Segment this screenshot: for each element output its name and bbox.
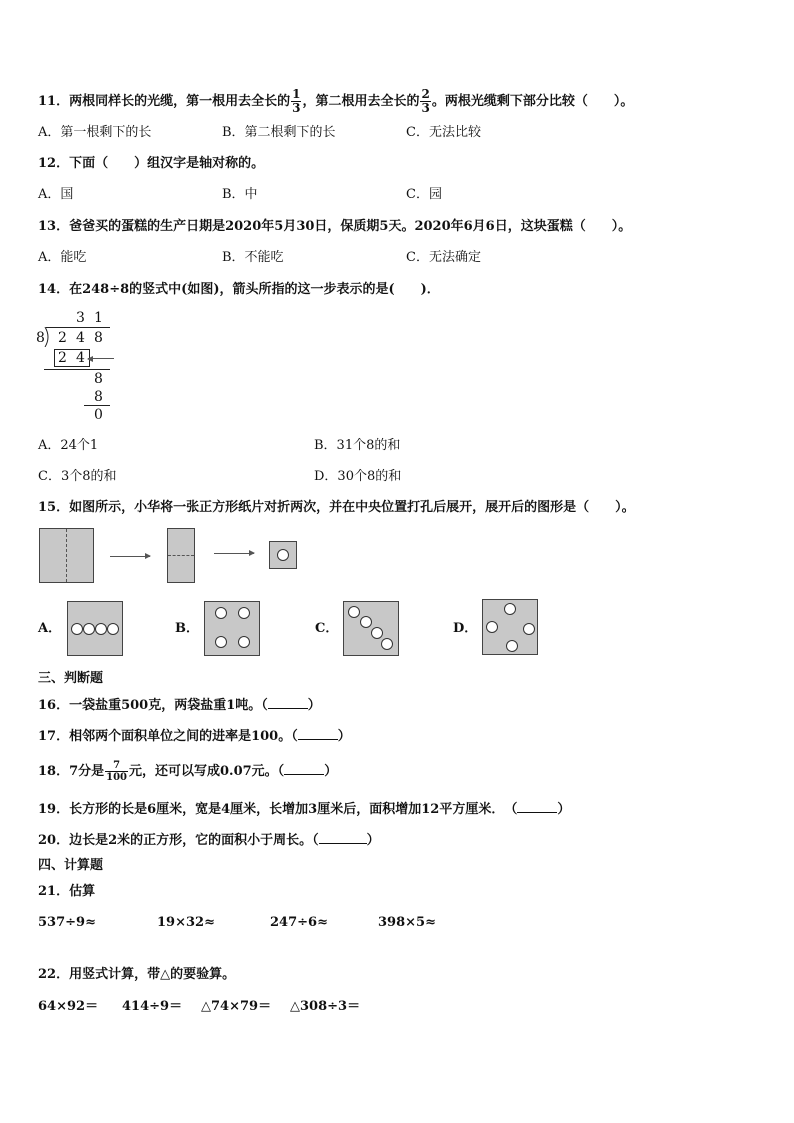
hole — [238, 636, 250, 648]
hole — [107, 623, 119, 635]
fold-line — [66, 529, 67, 582]
hole — [523, 623, 535, 635]
q15-option-c-label[interactable]: C． — [315, 621, 339, 636]
quotient-digit-2: 1 — [94, 310, 103, 326]
q15-option-a-figure[interactable] — [67, 601, 123, 656]
q14-option-c[interactable]: C．3个8的和 — [38, 469, 117, 484]
q11-post: 。两根光缆剩下部分比较（ ）。 — [431, 94, 634, 109]
q11-fraction-1: $\frac{1}{3}$ — [292, 87, 301, 115]
paper-folded-once — [167, 528, 195, 583]
hole — [215, 636, 227, 648]
section-heading-calculation: 四、计算题 — [38, 858, 104, 873]
hole — [506, 640, 518, 652]
q22-item-3: △74×79＝ — [201, 999, 272, 1014]
q14-stem: 14．在248÷8的竖式中(如图)，箭头所指的这一步表示的是( )． — [38, 282, 440, 297]
right-arrow-icon — [214, 553, 254, 554]
q18-fraction: $\frac{7}{100}$ — [106, 760, 128, 783]
q13-stem: 13．爸爸买的蛋糕的生产日期是2020年5月30日，保质期5天。2020年6月6日，这块蛋糕（ ）。 — [38, 219, 632, 234]
q15-option-c-figure[interactable] — [343, 601, 399, 656]
q21-stem: 21．估算 — [38, 884, 96, 899]
dividend-digit-1: 2 — [58, 330, 67, 346]
step1-digit-2: 4 — [76, 350, 85, 366]
subtract-line-2 — [84, 405, 110, 406]
dividend-digit-3: 8 — [94, 330, 103, 346]
q15-option-a-label[interactable]: A． — [38, 621, 62, 636]
q11-fraction-2: $\frac{2}{3}$ — [421, 87, 430, 115]
q21-item-2: 19×32≈ — [157, 915, 215, 930]
q16-stem: 16．一袋盐重500克，两袋盐重1吨。（ ） — [38, 698, 321, 713]
q11-pre: 11．两根同样长的光缆，第一根用去全长的 — [38, 94, 291, 109]
hole — [215, 607, 227, 619]
q15-option-d-figure[interactable] — [482, 599, 538, 655]
hole — [238, 607, 250, 619]
q15-option-d-label[interactable]: D． — [453, 621, 478, 636]
answer-blank[interactable] — [517, 800, 557, 813]
remainder-digit: 0 — [94, 407, 103, 423]
q12-option-b[interactable]: B．中 — [222, 187, 258, 202]
q11-mid: ，第二根用去全长的 — [302, 94, 420, 109]
q14-option-a[interactable]: A．24个1 — [38, 438, 99, 453]
fold-line — [168, 555, 194, 556]
q21-item-1: 537÷9≈ — [38, 915, 96, 930]
q21-item-3: 247÷6≈ — [270, 915, 328, 930]
punched-hole — [277, 549, 289, 561]
section-heading-true-false: 三、判断题 — [38, 671, 104, 686]
paper-folded-twice — [269, 541, 297, 569]
answer-blank[interactable] — [298, 727, 338, 740]
quotient-digit-1: 3 — [76, 310, 85, 326]
q12-option-a[interactable]: A．国 — [38, 187, 74, 202]
q15-option-b-label[interactable]: B． — [175, 621, 199, 636]
answer-blank[interactable] — [268, 696, 308, 709]
step2-digit: 8 — [94, 371, 103, 387]
long-division-figure — [30, 305, 130, 425]
hole — [371, 627, 383, 639]
hole — [95, 623, 107, 635]
q11-option-c[interactable]: C．无法比较 — [406, 125, 481, 140]
q13-option-a[interactable]: A．能吃 — [38, 250, 87, 265]
q15-stem: 15．如图所示，小华将一张正方形纸片对折两次，并在中央位置打孔后展开，展开后的图形是（ ）。 — [38, 500, 635, 515]
answer-blank[interactable] — [319, 831, 367, 844]
hole — [486, 621, 498, 633]
q22-item-1: 64×92＝ — [38, 999, 99, 1014]
q20-stem: 20．边长是2米的正方形，它的面积小于周长。（ ） — [38, 833, 380, 848]
q22-stem: 22．用竖式计算，带△的要验算。 — [38, 967, 236, 982]
q11-stem — [38, 88, 633, 115]
q15-option-b-figure[interactable] — [204, 601, 260, 656]
dividend-digit-2: 4 — [76, 330, 85, 346]
q11-option-a[interactable]: A．第一根剩下的长 — [38, 125, 152, 140]
hole — [360, 616, 372, 628]
q13-option-c[interactable]: C．无法确定 — [406, 250, 481, 265]
q18-stem: 18．7分是 $\frac{7}{100}$ 元，还可以写成0.07元。（ ） — [38, 760, 338, 783]
paper-square — [39, 528, 94, 583]
hole — [504, 603, 516, 615]
q13-option-b[interactable]: B．不能吃 — [222, 250, 284, 265]
hole — [381, 638, 393, 650]
answer-blank[interactable] — [284, 762, 324, 775]
q22-item-4: △308÷3＝ — [290, 999, 361, 1014]
q17-stem: 17．相邻两个面积单位之间的进率是100。（ ） — [38, 729, 351, 744]
left-arrow-icon — [88, 358, 114, 359]
q22-item-2: 414÷9＝ — [122, 999, 183, 1014]
q21-item-4: 398×5≈ — [378, 915, 436, 930]
q14-option-d[interactable]: D．30个8的和 — [314, 469, 402, 484]
q12-option-c[interactable]: C．园 — [406, 187, 442, 202]
right-arrow-icon — [110, 556, 150, 557]
q19-stem: 19．长方形的长是6厘米，宽是4厘米，长增加3厘米后，面积增加12平方厘米． （ ） — [38, 802, 571, 817]
step1-digit-1: 2 — [58, 350, 67, 366]
subtract-line-1 — [44, 369, 110, 370]
step3-digit: 8 — [94, 389, 103, 405]
hole — [71, 623, 83, 635]
division-bracket — [44, 327, 52, 347]
q14-option-b[interactable]: B．31个8的和 — [314, 438, 401, 453]
hole — [348, 606, 360, 618]
division-bar — [46, 327, 110, 328]
q12-stem: 12．下面（ ）组汉字是轴对称的。 — [38, 156, 265, 171]
q11-option-b[interactable]: B．第二根剩下的长 — [222, 125, 336, 140]
divisor: 8 — [36, 330, 45, 346]
hole — [83, 623, 95, 635]
